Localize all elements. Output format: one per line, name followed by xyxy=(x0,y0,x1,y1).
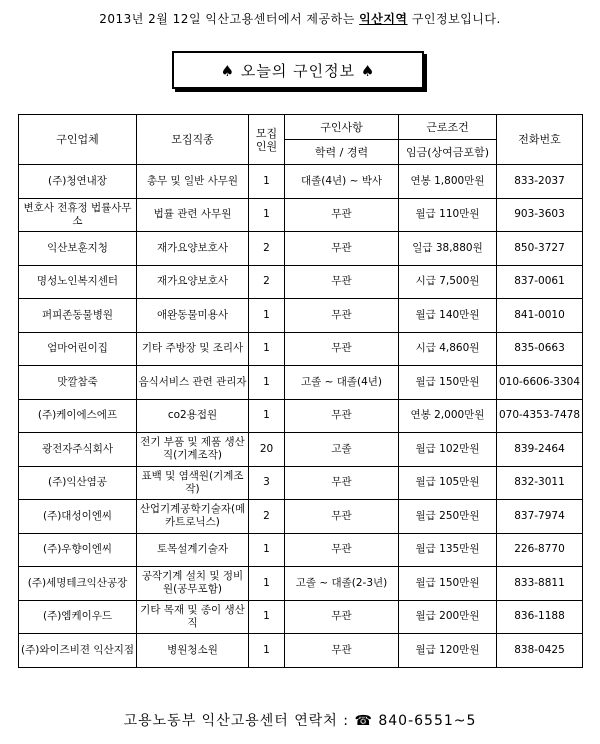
table-row xyxy=(19,466,583,500)
cell-wage: 월급 250만원 xyxy=(399,500,497,534)
table-row xyxy=(19,399,583,433)
cell-count: 1 xyxy=(249,299,285,333)
cell-company: 익산보훈지청 xyxy=(19,232,137,266)
table-row xyxy=(19,165,583,199)
cell-job: 애완동물미용사 xyxy=(137,299,249,333)
cell-count: 3 xyxy=(249,466,285,500)
table-row xyxy=(19,433,583,467)
cell-phone: 836-1188 xyxy=(497,600,583,634)
cell-phone: 841-0010 xyxy=(497,299,583,333)
header-count: 모집 인원 xyxy=(249,115,285,165)
cell-req: 무관 xyxy=(285,299,399,333)
cell-count: 1 xyxy=(249,165,285,199)
cell-wage: 월급 105만원 xyxy=(399,466,497,500)
table-row xyxy=(19,265,583,299)
cell-job: 토목설계기술자 xyxy=(137,533,249,567)
cell-count: 2 xyxy=(249,500,285,534)
header-phone: 전화번호 xyxy=(497,115,583,165)
table-row xyxy=(19,567,583,601)
cell-wage: 월급 110만원 xyxy=(399,198,497,232)
table-row xyxy=(19,198,583,232)
cell-count: 1 xyxy=(249,198,285,232)
cell-job: 총무 및 일반 사무원 xyxy=(137,165,249,199)
cell-wage: 월급 200만원 xyxy=(399,600,497,634)
cell-job: 재가요양보호사 xyxy=(137,232,249,266)
cell-phone: 839-2464 xyxy=(497,433,583,467)
cell-job: 재가요양보호사 xyxy=(137,265,249,299)
table-row xyxy=(19,332,583,366)
intro-tail: 구인정보입니다. xyxy=(411,12,501,26)
cell-job: 공작기계 설치 및 정비원(공무포함) xyxy=(137,567,249,601)
cell-count: 1 xyxy=(249,399,285,433)
cell-req: 고졸 ~ 대졸(2-3년) xyxy=(285,567,399,601)
cell-count: 1 xyxy=(249,567,285,601)
cell-wage: 월급 135만원 xyxy=(399,533,497,567)
cell-job: 음식서비스 관련 관리자 xyxy=(137,366,249,400)
cell-company: (주)청연내장 xyxy=(19,165,137,199)
cell-req: 무관 xyxy=(285,399,399,433)
cell-phone: 850-3727 xyxy=(497,232,583,266)
cell-count: 2 xyxy=(249,232,285,266)
cell-phone: 835-0663 xyxy=(497,332,583,366)
cell-count: 1 xyxy=(249,533,285,567)
cell-job: 표백 및 염색원(기계조작) xyxy=(137,466,249,500)
cell-company: 명성노인복지센터 xyxy=(19,265,137,299)
cell-company: 변호사 전휴정 법률사무소 xyxy=(19,198,137,232)
table-row xyxy=(19,299,583,333)
intro-region: 익산지역 xyxy=(359,12,408,26)
page-title: ♠ 오늘의 구인정보 ♠ xyxy=(172,51,424,89)
cell-job: 전기 부품 및 제품 생산직(기계조작) xyxy=(137,433,249,467)
cell-count: 1 xyxy=(249,600,285,634)
contact-line xyxy=(0,710,600,730)
cell-job: 산업기계공학기술자(메카트로닉스) xyxy=(137,500,249,534)
cell-wage: 연봉 2,000만원 xyxy=(399,399,497,433)
cell-phone: 833-2037 xyxy=(497,165,583,199)
cell-phone: 833-8811 xyxy=(497,567,583,601)
cell-job: co2용접원 xyxy=(137,399,249,433)
cell-company: (주)익산염공 xyxy=(19,466,137,500)
cell-req: 무관 xyxy=(285,265,399,299)
header-wage: 임금(상여금포함) xyxy=(399,140,497,165)
cell-job: 병원청소원 xyxy=(137,634,249,668)
contact-label: 고용노동부 익산고용센터 연락처 : xyxy=(123,713,349,729)
cell-company: (주)우향이엔씨 xyxy=(19,533,137,567)
intro-mid: 에서 제공하는 xyxy=(277,12,355,26)
table-row xyxy=(19,500,583,534)
cell-company: (주)케이에스에프 xyxy=(19,399,137,433)
cell-req: 무관 xyxy=(285,332,399,366)
cell-company: 광전자주식회사 xyxy=(19,433,137,467)
cell-wage: 시급 7,500원 xyxy=(399,265,497,299)
header-req: 학력 / 경력 xyxy=(285,140,399,165)
cell-wage: 월급 150만원 xyxy=(399,567,497,601)
cell-req: 무관 xyxy=(285,500,399,534)
cell-job: 법률 관련 사무원 xyxy=(137,198,249,232)
cell-count: 20 xyxy=(249,433,285,467)
cell-req: 무관 xyxy=(285,533,399,567)
cell-req: 무관 xyxy=(285,232,399,266)
cell-count: 1 xyxy=(249,332,285,366)
cell-phone: 832-3011 xyxy=(497,466,583,500)
cell-count: 1 xyxy=(249,634,285,668)
cell-phone: 837-0061 xyxy=(497,265,583,299)
cell-phone: 010-6606-3304 xyxy=(497,366,583,400)
cell-phone: 838-0425 xyxy=(497,634,583,668)
cell-wage: 월급 140만원 xyxy=(399,299,497,333)
cell-job: 기타 주방장 및 조리사 xyxy=(137,332,249,366)
contact-number: 840-6551~5 xyxy=(378,713,477,729)
cell-wage: 시급 4,860원 xyxy=(399,332,497,366)
cell-count: 2 xyxy=(249,265,285,299)
cell-company: (주)와이즈비젼 익산지점 xyxy=(19,634,137,668)
cell-wage: 월급 120만원 xyxy=(399,634,497,668)
cell-company: (주)대성이엔씨 xyxy=(19,500,137,534)
cell-req: 고졸 ~ 대졸(4년) xyxy=(285,366,399,400)
table-row xyxy=(19,634,583,668)
cell-company: 퍼피존동물병원 xyxy=(19,299,137,333)
intro-center: 익산고용센터 xyxy=(205,12,278,26)
cell-company: (주)엠케이우드 xyxy=(19,600,137,634)
cell-wage: 월급 150만원 xyxy=(399,366,497,400)
header-req-group: 구인사항 xyxy=(285,115,399,140)
cell-req: 무관 xyxy=(285,198,399,232)
table-row xyxy=(19,600,583,634)
cell-req: 무관 xyxy=(285,466,399,500)
intro-line xyxy=(0,10,600,27)
table-row xyxy=(19,232,583,266)
cell-count: 1 xyxy=(249,366,285,400)
cell-wage: 월급 102만원 xyxy=(399,433,497,467)
table-row xyxy=(19,533,583,567)
job-table xyxy=(18,114,583,668)
cell-req: 무관 xyxy=(285,600,399,634)
header-company: 구인업체 xyxy=(19,115,137,165)
header-cond-group: 근로조건 xyxy=(399,115,497,140)
phone-icon: ☎ xyxy=(354,713,373,729)
intro-date: 2013년 2월 12일 xyxy=(99,12,202,26)
cell-phone: 070-4353-7478 xyxy=(497,399,583,433)
header-job: 모집직종 xyxy=(137,115,249,165)
cell-wage: 연봉 1,800만원 xyxy=(399,165,497,199)
cell-req: 무관 xyxy=(285,634,399,668)
table-row xyxy=(19,366,583,400)
cell-req: 고졸 xyxy=(285,433,399,467)
cell-wage: 일급 38,880원 xyxy=(399,232,497,266)
cell-req: 대졸(4년) ~ 박사 xyxy=(285,165,399,199)
cell-phone: 837-7974 xyxy=(497,500,583,534)
cell-phone: 226-8770 xyxy=(497,533,583,567)
cell-company: (주)세명테크익산공장 xyxy=(19,567,137,601)
cell-company: 맛깔참죽 xyxy=(19,366,137,400)
cell-job: 기타 목재 및 종이 생산직 xyxy=(137,600,249,634)
cell-company: 엄마어린이집 xyxy=(19,332,137,366)
cell-phone: 903-3603 xyxy=(497,198,583,232)
